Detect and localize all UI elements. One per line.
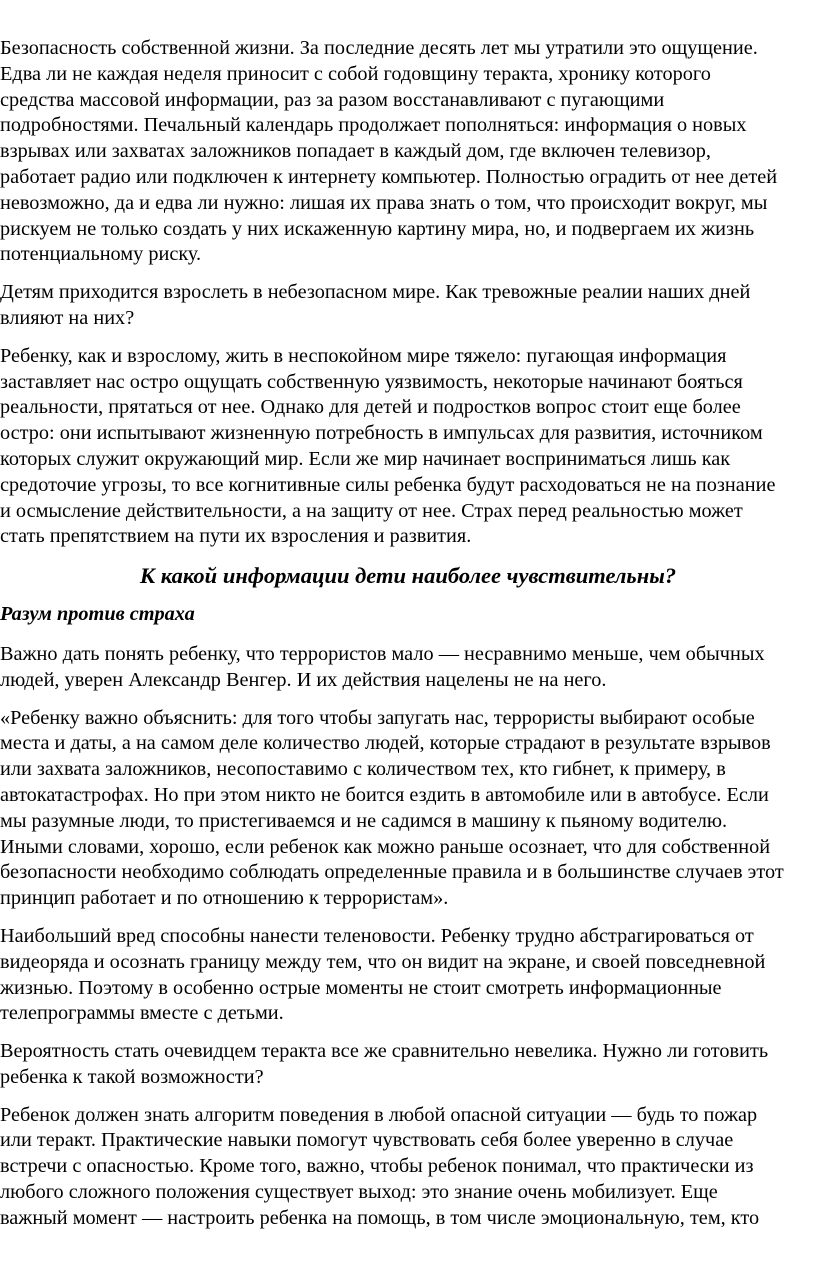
text-line: жизнью. Поэтому в особенно острые моменты не стоит смотреть информационные [0,976,722,999]
text-line: заставляет нас остро ощущать собственную уязвимость, некоторые начинают бояться [0,370,743,393]
text-line: Едва ли не каждая неделя приносит с собой годовщину теракта, хронику которого [0,62,711,85]
text-line: подробностями. Печальный календарь продолжает пополняться: информация о новых [0,114,747,137]
text-line: важный момент — настроить ребенка на помощь, в том числе эмоциональную, тем, кто [0,1206,760,1229]
text-line: ребенка к такой возможности? [0,1065,264,1088]
text-line: Детям приходится взрослеть в небезопасном мире. Как тревожные реалии наших дней [0,281,751,304]
text-line: видеоряда и осознать границу между тем, что он видит на экране, и своей повседневной [0,950,766,973]
text-line: телепрограммы вместе с детьми. [0,1002,284,1025]
text-line: средоточие угрозы, то все когнитивные силы ребенка будут расходоваться не на познание [0,473,776,496]
text-line: мы разумные люди, то пристегиваемся и не садимся в машину к пьяному водителю. [0,809,728,832]
text-line: остро: они испытывают жизненную потребность в импульсах для развития, источником [0,422,763,445]
paragraph-algorithm [0,1103,816,1232]
text-line: Иными словами, хорошо, если ребенок как можно раньше осознает, что для собственной [0,835,771,858]
text-line: людей, уверен Александр Венгер. И их действия нацелены не на него. [0,668,607,691]
text-line: которых служит окружающий мир. Если же мир начинает восприниматься лишь как [0,447,731,470]
text-line: или теракт. Практические навыки помогут чувствовать себя более уверенно в случае [0,1129,734,1152]
text-line: принцип работает и по отношению к террористам». [0,887,449,910]
paragraph-intro [0,36,816,268]
paragraph-quote [0,706,816,912]
text-line: Ребенку, как и взрослому, жить в неспокойном мире тяжело: пугающая информация [0,344,727,367]
text-line: средства массовой информации, раз за разом восстанавливают с пугающими [0,88,665,111]
text-line: влияют на них? [0,306,135,329]
text-line: встречи с опасностью. Кроме того, важно, чтобы ребенок понимал, что практически из [0,1155,754,1178]
paragraph-probability [0,1039,816,1091]
paragraph-question [0,280,816,332]
text-line: места и даты, а на самом деле количество людей, которые страдают в результате взрывов [0,732,771,755]
paragraph-answer [0,344,816,550]
subheading: Разум против страха [0,603,195,626]
text-line: Наибольший вред способны нанести теленовости. Ребенку трудно абстрагироваться от [0,924,754,947]
text-line: Вероятность стать очевидцем теракта все же сравнительно невелика. Нужно ли готовить [0,1040,769,1063]
text-line: «Ребенку важно объяснить: для того чтобы запугать нас, террористы выбирают особые [0,706,755,729]
document-page [0,36,816,1244]
text-line: или захвата заложников, несопоставимо с количеством тех, кто гибнет, к примеру, в [0,758,726,781]
text-line: потенциальному риску. [0,243,202,266]
text-line: Ребенок должен знать алгоритм поведения в любой опасной ситуации — будь то пожар [0,1103,758,1126]
paragraph-few-terrorists [0,642,816,694]
text-line: рискуем не только создать у них искаженную картину мира, но, и подвергаем их жизнь [0,217,755,240]
text-line: взрывах или захватах заложников попадает в каждый дом, где включен телевизор, [0,140,711,163]
text-line: Важно дать понять ребенку, что террористов мало — несравнимо меньше, чем обычных [0,642,765,665]
text-line: и осмысление действительности, а на защиту от нее. Страх перед реальностью может [0,499,743,522]
text-line: стать препятствием на пути их взросления и развития. [0,525,472,548]
text-line: работает радио или подключен к интернету компьютер. Полностью оградить от нее детей [0,165,778,188]
text-line: автокатастрофах. Но при этом никто не боится ездить в автомобиле или в автобусе. Если [0,783,769,806]
text-line: любого сложного положения существует выход: это знание очень мобилизует. Еще [0,1181,718,1204]
section-heading: К какой информации дети наиболее чувствительны? [139,563,677,589]
paragraph-tv-news [0,924,816,1027]
text-line: безопасности необходимо соблюдать определенные правила и в большинстве случаев этот [0,861,784,884]
text-line: Безопасность собственной жизни. За последние десять лет мы утратили это ощущение. [0,37,758,59]
text-line: невозможно, да и едва ли нужно: лишая их права знать о том, что происходит вокруг, мы [0,191,768,214]
text-line: реальности, прятаться от нее. Однако для детей и подростков вопрос стоит еще более [0,396,741,419]
